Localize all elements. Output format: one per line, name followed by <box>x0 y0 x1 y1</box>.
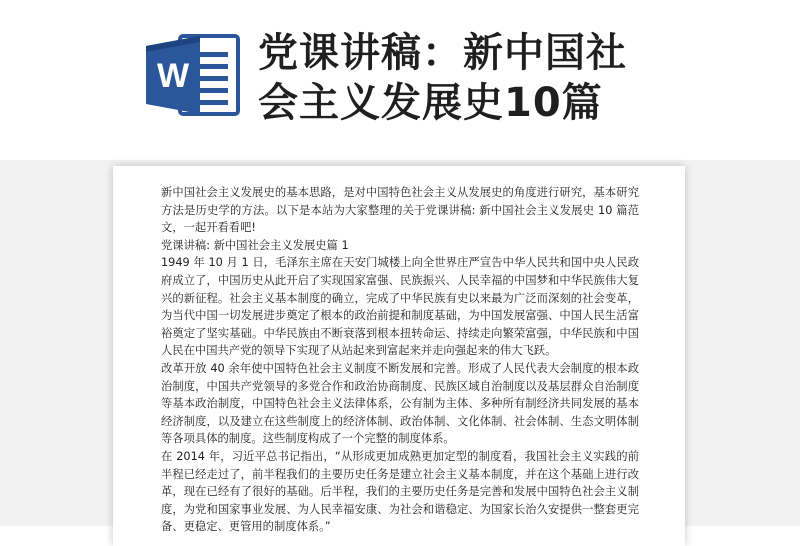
word-letter: W <box>156 57 190 95</box>
paragraph-intro: 新中国社会主义发展史的基本思路，是对中国特色社会主义从发展史的角度进行研究，基本研究方法是历史学的方法。以下是本站为大家整理的关于党课讲稿: 新中国社会主义发展史 10 篇范文，一起开看看吧! <box>161 186 639 235</box>
paragraph-1949: 1949 年 10 月 1 日，毛泽东主席在天安门城楼上向全世界庄严宣告中华人民共和国中央人民政府成立了，中国历史从此开启了实现国家富强、民族振兴、人民幸福的中国梦和中华民族伟大复兴的新征程。社会主义基本制度的确立，完成了中华民族有史以来最为广泛而深刻的社会变革，为当代中国一切发展进步奠定了根本的政治前提和制度基础，为中国发展富强、中国人民生活富裕奠定了坚实基础。中华民族由不断衰落到根本扭转命运、持续走向繁荣富强，中华民族和中国人民在中国共产党的领导下实现了从站起来到富起来并走向强起来的伟大飞跃。 <box>161 256 639 358</box>
title-line-2: 会主义发展史10篇 <box>258 80 603 126</box>
document-page[interactable] <box>113 166 685 546</box>
title-line-1: 党课讲稿：新中国社 <box>258 30 627 76</box>
paragraph-reform: 改革开放 40 余年使中国特色社会主义制度不断发展和完善。形成了人民代表大会制度的根本政治制度，中国共产党领导的多党合作和政治协商制度、民族区域自治制度以及基层群众自治制度等基本政治制度，中国特色社会主义法律体系，公有制为主体、多种所有制经济共同发展的基本经济制度，以及建立在这些制度上的经济体制、政治体制、文化体制、社会体制、生态文明体制等各项具体的制度。这些制度构成了一个完整的制度体系。 <box>161 361 639 446</box>
page-title <box>258 28 778 128</box>
word-icon <box>142 32 242 118</box>
document-body <box>161 184 639 536</box>
header-banner <box>0 0 800 160</box>
paragraph-2014: 在 2014 年，习近平总书记指出，“从形成更加成熟更加定型的制度看，我国社会主义实践的前半程已经走过了，前半程我们的主要历史任务是建立社会主义基本制度，并在这个基础上进行改革，现在已经有了很好的基础。后半程，我们的主要历史任务是完善和发展中国特色社会主义制度，为党和国家事业发展、为人民幸福安康、为社会和谐稳定、为国家长治久安提供一整套更完备、更稳定、更管用的制度体系。” <box>161 449 639 534</box>
section-heading: 党课讲稿: 新中国社会主义发展史篇 1 <box>161 238 349 252</box>
